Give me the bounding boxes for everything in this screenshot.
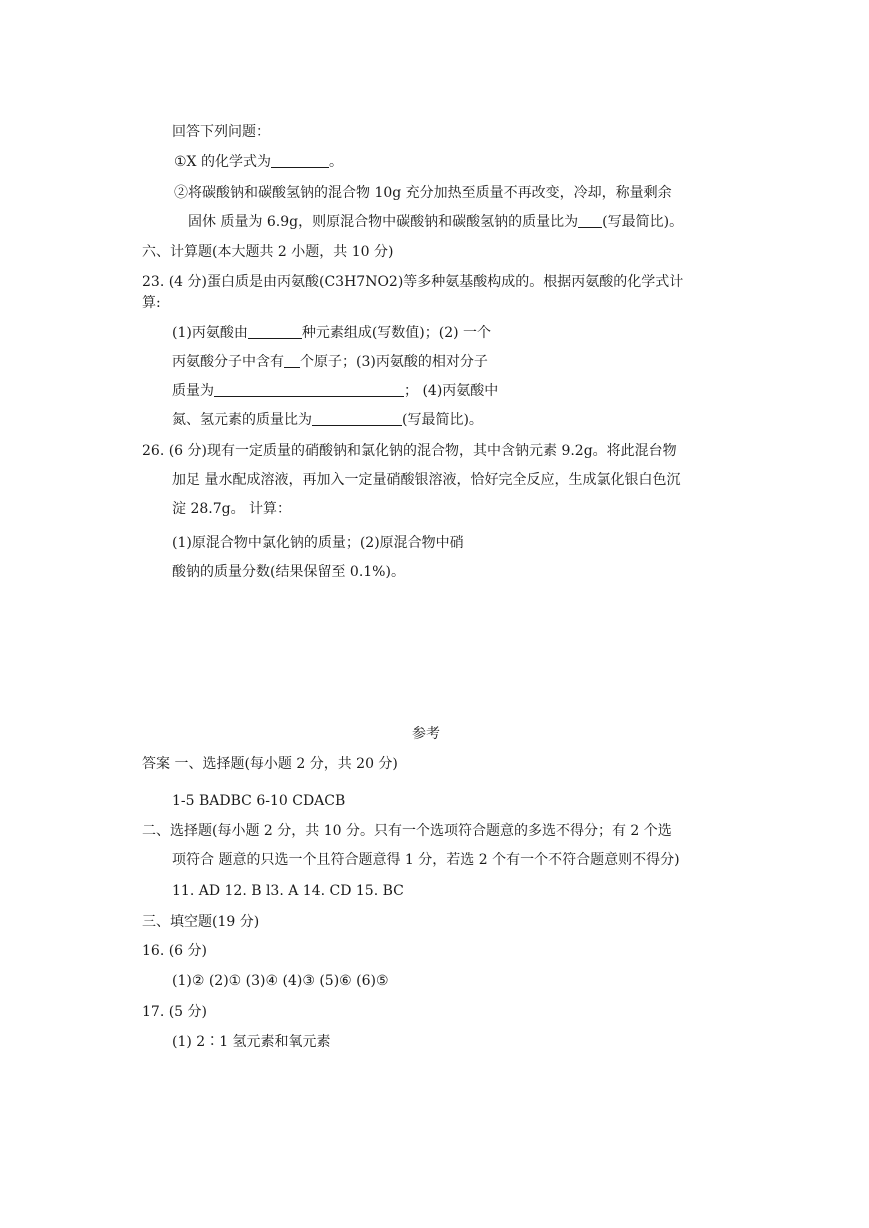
answer-blank (214, 382, 404, 397)
answer-blank (284, 353, 300, 368)
answers-section3: 三、填空题(19 分) (142, 914, 260, 930)
q23-item2 (172, 352, 488, 372)
q23-item3 (172, 381, 498, 401)
q26-line3: 淀 28.7g。 计算： (172, 501, 292, 517)
q22-part1 (174, 152, 343, 172)
q22-part2-line2 (188, 212, 683, 232)
q22-part1-end: 。 (328, 154, 343, 170)
answers-q17-key: (1) 2∶1 氢元素和氧元素 (172, 1034, 331, 1050)
q23-item2-end: 个原子；(3)丙氨酸的相对分子 (300, 354, 488, 370)
q22-part1-text: ①X 的化学式为 (174, 154, 271, 170)
answers-q17: 17. (5 分) (142, 1004, 207, 1020)
intro-text: 回答下列问题： (172, 124, 270, 140)
q23-item1-text: (1)丙氨酸由 (172, 325, 248, 341)
answers-section1-key: 1-5 BADBC 6-10 CDACB (172, 793, 346, 809)
q26-line5: 酸钠的质量分数(结果保留至 0.1%)。 (172, 564, 405, 580)
section-heading-6: 六、计算题(本大题共 2 小题，共 10 分) (142, 244, 394, 260)
q26-line2: 加足 量水配成溶液，再加入一定量硝酸银溶液，恰好完全反应，生成氯化银白色沉 (172, 472, 681, 488)
q23-line2: 算: (142, 295, 161, 311)
answers-q16: 16. (6 分) (142, 943, 207, 959)
answers-section2-line1: 二、选择题(每小题 2 分，共 10 分。只有一个选项符合题意的多选不得分；有 2 个选 (142, 823, 672, 839)
q23-item2-text: 丙氨酸分子中含有 (172, 354, 284, 370)
answers-section2-line2: 项符合 题意的只选一个且符合题意得 1 分，若选 2 个有一个不符合题意则不得分) (172, 852, 680, 868)
q23-line1: 23. (4 分)蛋白质是由丙氨酸(C3H7NO2)等多种氨基酸构成的。根据丙氨酸的化学式计 (142, 274, 684, 290)
answers-section2-key: 11. AD 12. B l3. A 14. CD 15. BC (172, 883, 404, 899)
q22-part2-text: 固休 质量为 6.9g，则原混合物中碳酸钠和碳酸氢钠的质量比为 (188, 214, 579, 230)
answers-section1: 答案 一、选择题(每小题 2 分，共 20 分) (142, 756, 398, 772)
q23-item4 (172, 410, 483, 430)
q22-part2-line1: ②将碳酸钠和碳酸氢钠的混合物 10g 充分加热至质量不再改变，冷却，称量剩余 (174, 185, 672, 201)
q23-item3-end: ； (4)丙氨酸中 (404, 383, 499, 399)
q22-part2-end: (写最简比)。 (602, 214, 684, 230)
answer-blank (312, 411, 402, 426)
answer-blank (248, 324, 302, 339)
q26-line4: (1)原混合物中氯化钠的质量；(2)原混合物中硝 (172, 535, 464, 551)
answers-q16-key: (1)② (2)① (3)④ (4)③ (5)⑥ (6)⑤ (172, 973, 389, 989)
answer-blank (578, 213, 602, 228)
answers-heading: 参考 (412, 726, 440, 742)
q23-item4-text: 氮、氢元素的质量比为 (172, 412, 312, 428)
q26-line1: 26. (6 分)现有一定质量的硝酸钠和氯化钠的混合物，其中含钠元素 9.2g。将此混台物 (142, 443, 677, 459)
answer-blank (271, 153, 329, 168)
q23-item3-text: 质量为 (172, 383, 214, 399)
q23-item1 (172, 323, 491, 343)
q23-item4-end: (写最简比)。 (402, 412, 483, 428)
q23-item1-end: 种元素组成(写数值)；(2) 一个 (301, 325, 492, 341)
